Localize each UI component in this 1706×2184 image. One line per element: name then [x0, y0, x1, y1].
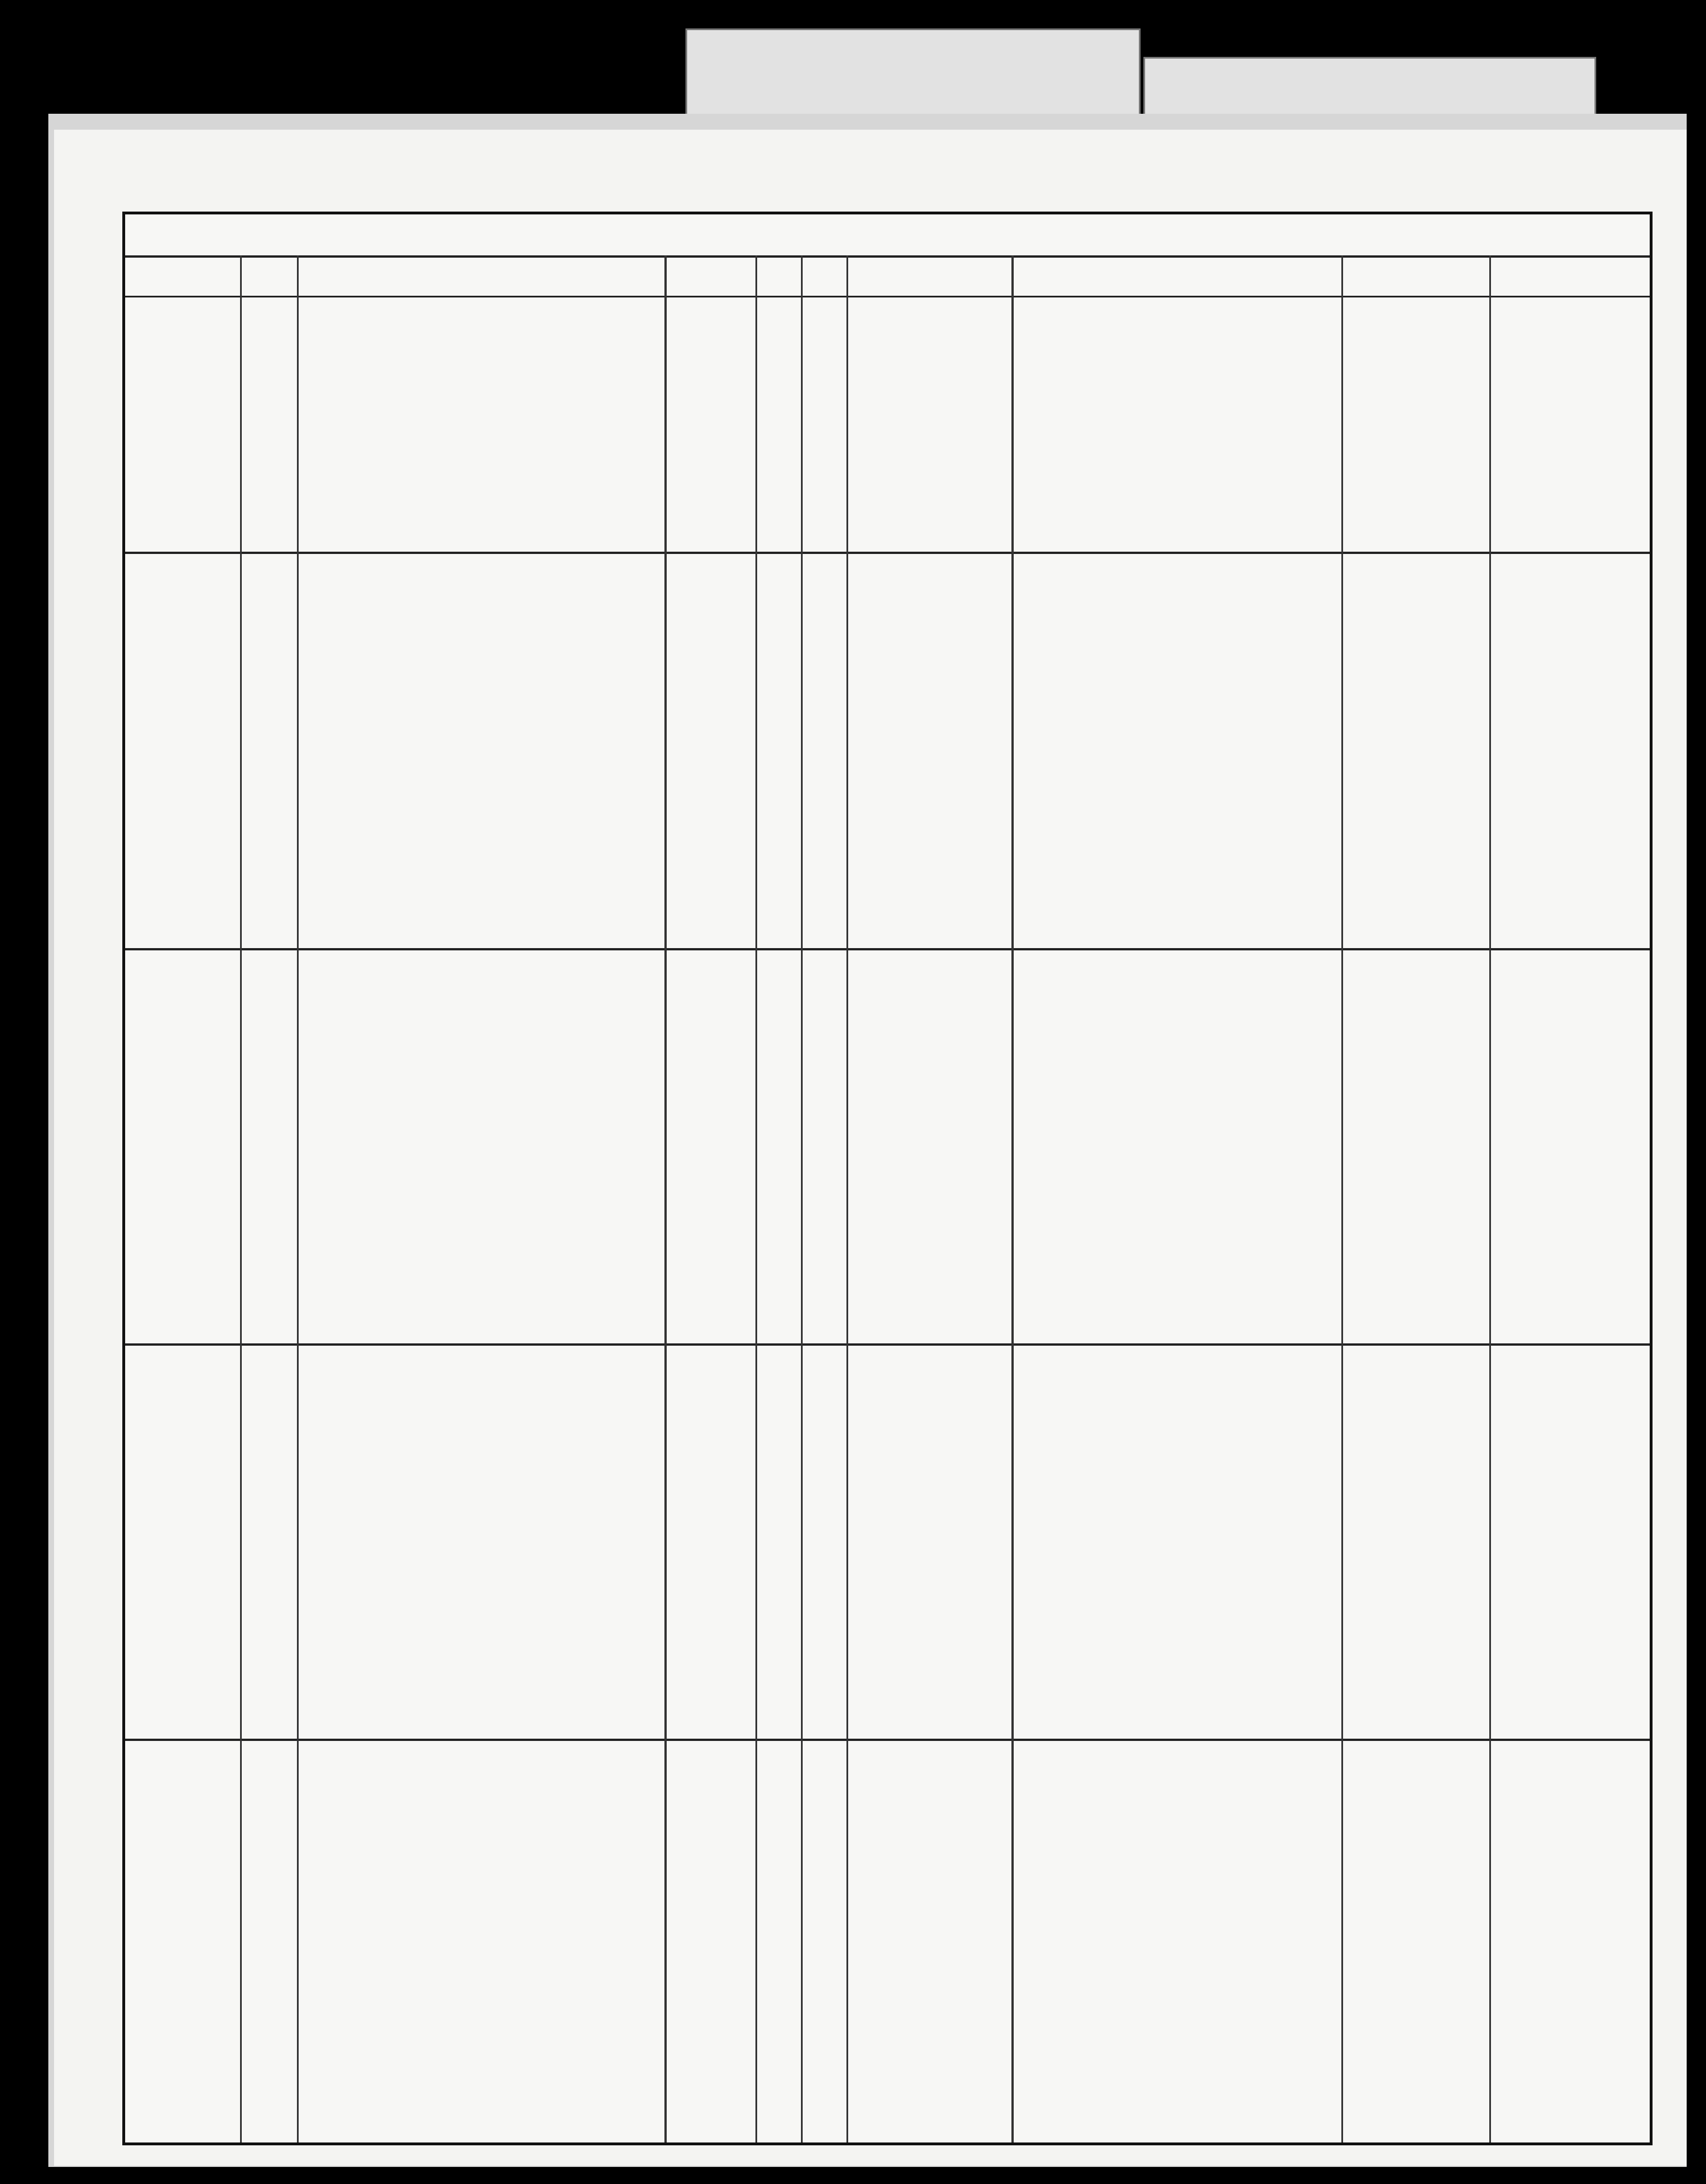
conscription-table — [122, 212, 1653, 2145]
damaged-document-stamp — [685, 28, 1141, 125]
col-line — [1489, 255, 1491, 2142]
col-line — [664, 255, 667, 2142]
header-divider — [125, 552, 1650, 554]
row-divider-2 — [125, 1343, 1650, 1346]
row-divider-3 — [125, 1739, 1650, 1741]
colnum-divider — [125, 296, 1650, 297]
col-line — [1011, 255, 1014, 2142]
col-line — [297, 255, 299, 2142]
header-age-certificate — [804, 301, 844, 546]
col-line — [846, 255, 848, 2142]
col-line — [801, 255, 803, 2142]
row-divider-1 — [125, 948, 1650, 950]
header-age-family-list — [758, 301, 798, 546]
col-line — [755, 255, 757, 2142]
col-line — [240, 255, 242, 2142]
header-family-list-number — [246, 301, 291, 546]
title-divider — [125, 255, 1650, 258]
col-line — [1341, 255, 1343, 2142]
